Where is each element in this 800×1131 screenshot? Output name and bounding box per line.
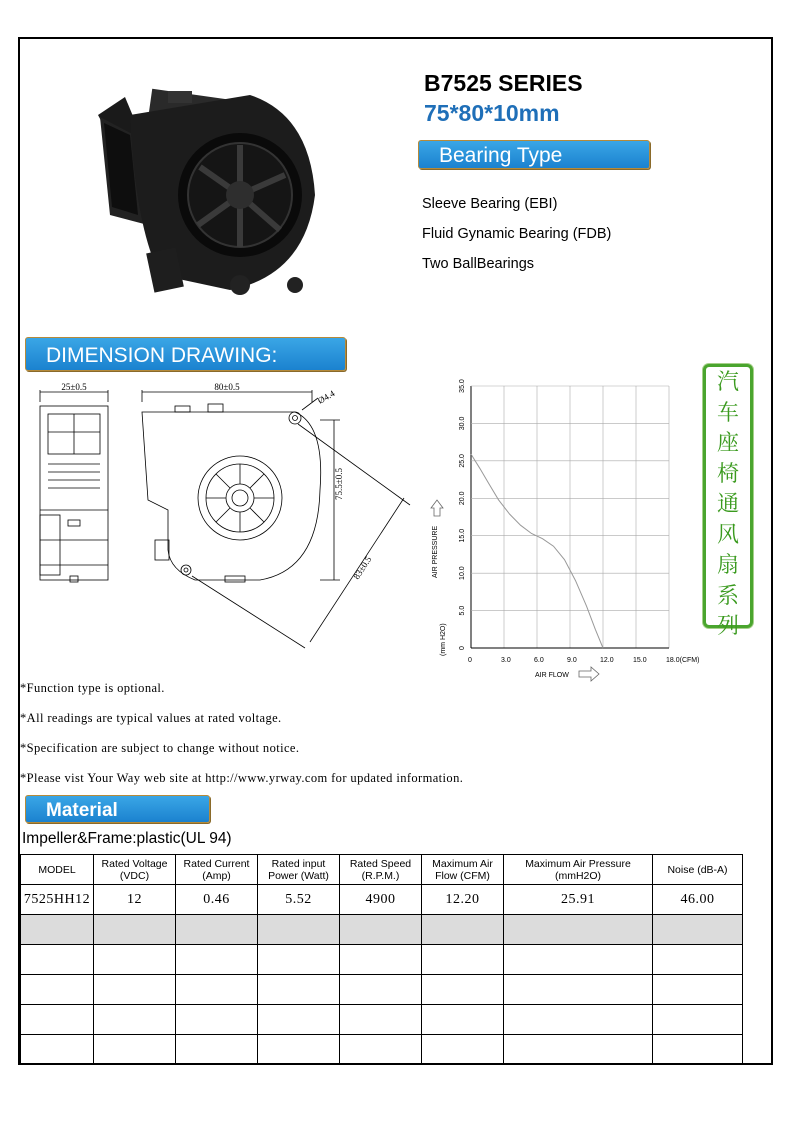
table-cell xyxy=(340,975,422,1005)
cell-speed: 4900 xyxy=(340,885,422,915)
table-cell xyxy=(504,1035,653,1065)
y-tick-label: 25.0 xyxy=(459,454,466,468)
y-tick-label: 10.0 xyxy=(459,566,466,580)
table-cell xyxy=(258,915,340,945)
y-tick-label: 5.0 xyxy=(459,605,466,616)
side-tag-char: 车 xyxy=(716,400,739,426)
cell-power: 5.52 xyxy=(258,885,340,915)
hole-diameter-label: Ø4.4 xyxy=(316,388,337,406)
bearing-item: Fluid Gynamic Bearing (FDB) xyxy=(422,226,612,242)
cell-current: 0.46 xyxy=(176,885,258,915)
cell-airflow: 12.20 xyxy=(422,885,504,915)
y-axis-unit: (mm H2O) xyxy=(440,623,447,656)
side-tag-char: 座 xyxy=(716,431,739,456)
dimension-drawing-banner: DIMENSION DRAWING: xyxy=(25,337,346,371)
fan-product-image xyxy=(90,75,320,305)
performance-chart xyxy=(425,378,715,683)
table-cell xyxy=(653,1035,743,1065)
table-cell xyxy=(21,1005,94,1035)
table-cell xyxy=(653,975,743,1005)
side-tag-char: 汽 xyxy=(716,370,739,395)
table-cell xyxy=(21,945,94,975)
x-tick-label: 0 xyxy=(468,657,472,664)
spec-table xyxy=(20,854,743,1065)
note-readings: *All readings are typical values at rated voltage. xyxy=(20,711,282,725)
table-cell xyxy=(94,915,176,945)
table-row xyxy=(21,885,743,915)
up-arrow-icon xyxy=(431,500,443,516)
table-cell xyxy=(94,1005,176,1035)
bearing-item: Sleeve Bearing (EBI) xyxy=(422,196,558,212)
header-voltage: Rated Voltage (VDC) xyxy=(94,855,176,885)
cell-voltage: 12 xyxy=(94,885,176,915)
table-row xyxy=(21,975,743,1005)
x-tick-label: 15.0 xyxy=(633,657,647,664)
table-cell xyxy=(422,975,504,1005)
table-cell xyxy=(653,915,743,945)
x-tick-label: 9.0 xyxy=(567,657,577,664)
series-title: B7525 SERIES xyxy=(424,70,583,96)
table-cell xyxy=(422,945,504,975)
side-tag-char: 扇 xyxy=(716,553,739,578)
table-cell xyxy=(176,945,258,975)
y-tick-label: 35.0 xyxy=(459,379,466,393)
table-cell xyxy=(21,915,94,945)
table-cell xyxy=(21,1035,94,1065)
table-cell xyxy=(176,975,258,1005)
header-noise: Noise (dB-A) xyxy=(653,855,743,885)
header-current: Rated Current (Amp) xyxy=(176,855,258,885)
side-width-label: 25±0.5 xyxy=(61,382,87,392)
y-tick-label: 20.0 xyxy=(459,491,466,506)
table-cell xyxy=(422,1035,504,1065)
y-axis-label: AIR PRESSURE xyxy=(432,525,439,578)
x-tick-label: 3.0 xyxy=(501,657,511,664)
cell-model: 7525HH12 xyxy=(21,885,94,915)
table-cell xyxy=(176,1035,258,1065)
note-function: *Function type is optional. xyxy=(20,681,165,695)
table-cell xyxy=(176,1005,258,1035)
table-cell xyxy=(340,945,422,975)
table-cell xyxy=(504,1005,653,1035)
table-cell xyxy=(94,945,176,975)
diagonal-label: 83±0.5 xyxy=(351,554,374,582)
side-tag-char: 系 xyxy=(716,583,739,609)
side-tag-char: 列 xyxy=(716,614,739,639)
table-cell xyxy=(94,1035,176,1065)
size-title: 75*80*10mm xyxy=(424,100,560,126)
side-tag-char: 通 xyxy=(716,492,739,517)
x-tick-label: 6.0 xyxy=(534,657,544,664)
x-tick-label: 12.0 xyxy=(600,657,614,664)
material-banner: Material xyxy=(25,795,210,823)
table-cell xyxy=(258,1005,340,1035)
table-cell xyxy=(94,975,176,1005)
header-pressure: Maximum Air Pressure (mmH2O) xyxy=(504,855,653,885)
x-tick-label: 18.0(CFM) xyxy=(666,657,700,664)
material-text: Impeller&Frame:plastic(UL 94) xyxy=(22,830,232,847)
table-cell xyxy=(504,975,653,1005)
table-cell xyxy=(340,1005,422,1035)
header-model: MODEL xyxy=(21,855,94,885)
table-cell xyxy=(340,915,422,945)
cell-pressure: 25.91 xyxy=(504,885,653,915)
table-header-row xyxy=(21,855,743,885)
y-tick-label: 15.0 xyxy=(459,528,466,543)
side-tag-char: 风 xyxy=(716,522,739,548)
y-tick-label: 0 xyxy=(459,646,466,650)
cell-noise: 46.00 xyxy=(653,885,743,915)
table-cell xyxy=(653,1005,743,1035)
table-cell xyxy=(258,945,340,975)
table-cell xyxy=(504,945,653,975)
header-airflow: Maximum Air Flow (CFM) xyxy=(422,855,504,885)
x-axis-label: AIR FLOW xyxy=(535,672,569,679)
table-cell xyxy=(258,1035,340,1065)
table-row xyxy=(21,1005,743,1035)
table-cell xyxy=(340,1035,422,1065)
table-row xyxy=(21,945,743,975)
table-cell xyxy=(504,915,653,945)
right-arrow-icon xyxy=(579,667,599,681)
table-row xyxy=(21,915,743,945)
table-cell xyxy=(422,915,504,945)
header-speed: Rated Speed (R.P.M.) xyxy=(340,855,422,885)
header-power: Rated input Power (Watt) xyxy=(258,855,340,885)
height-label: 75.5±0.5 xyxy=(334,468,344,500)
table-cell xyxy=(653,945,743,975)
bearing-item: Two BallBearings xyxy=(422,256,535,272)
front-width-label: 80±0.5 xyxy=(214,382,240,392)
note-specification: *Specification are subject to change without notice. xyxy=(20,741,300,755)
side-tag-char: 椅 xyxy=(716,461,739,487)
note-website: *Please vist Your Way web site at http://www.yrway.com for updated information. xyxy=(20,771,464,785)
bearing-type-banner: Bearing Type xyxy=(418,140,650,169)
dimension-drawing xyxy=(20,380,420,650)
table-cell xyxy=(21,975,94,1005)
table-cell xyxy=(176,915,258,945)
table-cell xyxy=(422,1005,504,1035)
y-tick-label: 30.0 xyxy=(459,416,466,431)
table-row xyxy=(21,1035,743,1065)
table-cell xyxy=(258,975,340,1005)
series-side-tag xyxy=(703,364,753,639)
